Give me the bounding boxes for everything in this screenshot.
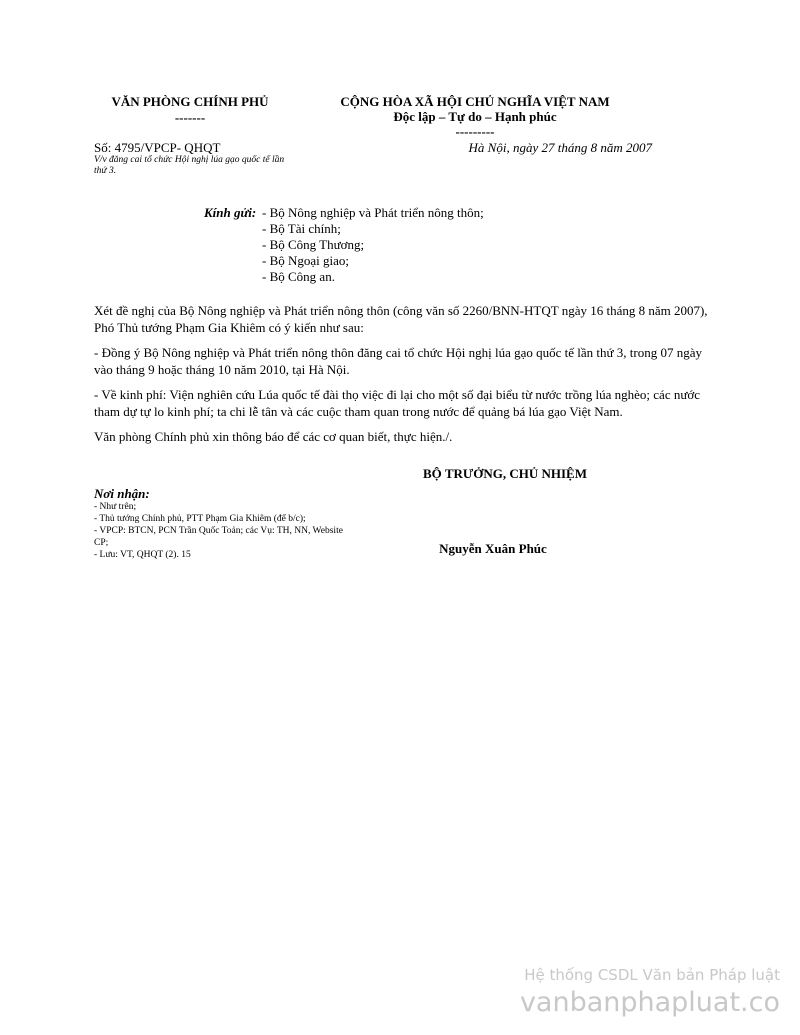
signer-name: Nguyễn Xuân Phúc: [439, 541, 547, 556]
national-motto: Độc lập – Tự do – Hạnh phúc: [393, 109, 557, 124]
body-paragraph: - Về kinh phí: Viện nghiên cứu Lúa quốc tế đài thọ việc đi lại cho một số đại biểu từ nước trồng lúa nghèo; các nước tham dự tự lo kinh phí; ta chi lễ tân và các cuộc tham quan trong nước để quảng bá lúa gạo Việt Nam.: [94, 387, 701, 419]
body-paragraph: Văn phòng Chính phủ xin thông báo để các cơ quan biết, thực hiện./.: [94, 429, 453, 444]
agency-separator: -------: [174, 110, 206, 125]
receiver-item: - Thủ tướng Chính phủ, PTT Phạm Gia Khiêm (để b/c);: [94, 514, 306, 524]
recipients-label: Kính gửi:: [204, 205, 257, 220]
recipient-item: - Bộ Công an.: [262, 269, 335, 284]
document-number: Số: 4795/VPCP- QHQT: [94, 140, 221, 155]
recipient-item: - Bộ Ngoại giao;: [262, 253, 350, 268]
agency-header: [90, 94, 290, 126]
date-line: Hà Nội, ngày 27 tháng 8 năm 2007: [468, 140, 652, 155]
motto-separator: ---------: [455, 124, 495, 139]
watermark: [520, 966, 780, 1019]
signer-title: BỘ TRƯỞNG, CHỦ NHIỆM: [423, 466, 587, 481]
receiver-item: - Lưu: VT, QHQT (2). 15: [94, 550, 191, 560]
receiver-item: - Như trên;: [94, 502, 137, 512]
national-header: [320, 94, 630, 139]
body-paragraph: Xét đề nghị của Bộ Nông nghiệp và Phát triển nông thôn (công văn số 2260/BNN-HTQT ngày 16 tháng 8 năm 2007), Phó Thủ tướng Phạm Gia Khiêm có ý kiến như sau:: [94, 303, 708, 335]
recipient-item: - Bộ Nông nghiệp và Phát triển nông thôn;: [262, 205, 484, 220]
recipient-item: - Bộ Công Thương;: [262, 237, 365, 252]
watermark-line-1: Hệ thống CSDL Văn bản Pháp luật: [524, 966, 780, 984]
body-paragraph: - Đồng ý Bộ Nông nghiệp và Phát triển nông thôn đăng cai tổ chức Hội nghị lúa gạo quốc tế lần thứ 3, trong 07 ngày vào tháng 9 hoặc tháng 10 năm 2010, tại Hà Nội.: [94, 345, 703, 377]
recipient-item: - Bộ Tài chính;: [262, 221, 341, 236]
recipients-block: [204, 205, 484, 285]
receiver-item: - VPCP: BTCN, PCN Trần Quốc Toản; các Vụ: TH, NN, Website CP;: [94, 526, 343, 548]
document-body: [94, 302, 708, 453]
document-subject: V/v đăng cai tổ chức Hội nghị lúa gạo quốc tế lần thứ 3.: [94, 155, 285, 176]
nation-name: CỘNG HÒA XÃ HỘI CHỦ NGHĨA VIỆT NAM: [340, 94, 610, 109]
receivers-list: [94, 501, 354, 561]
watermark-line-2: vanbanphapluat.co: [519, 987, 780, 1018]
receivers-title: Nơi nhận:: [94, 486, 150, 501]
agency-name: VĂN PHÒNG CHÍNH PHỦ: [111, 94, 269, 109]
receivers-block: [94, 486, 354, 561]
